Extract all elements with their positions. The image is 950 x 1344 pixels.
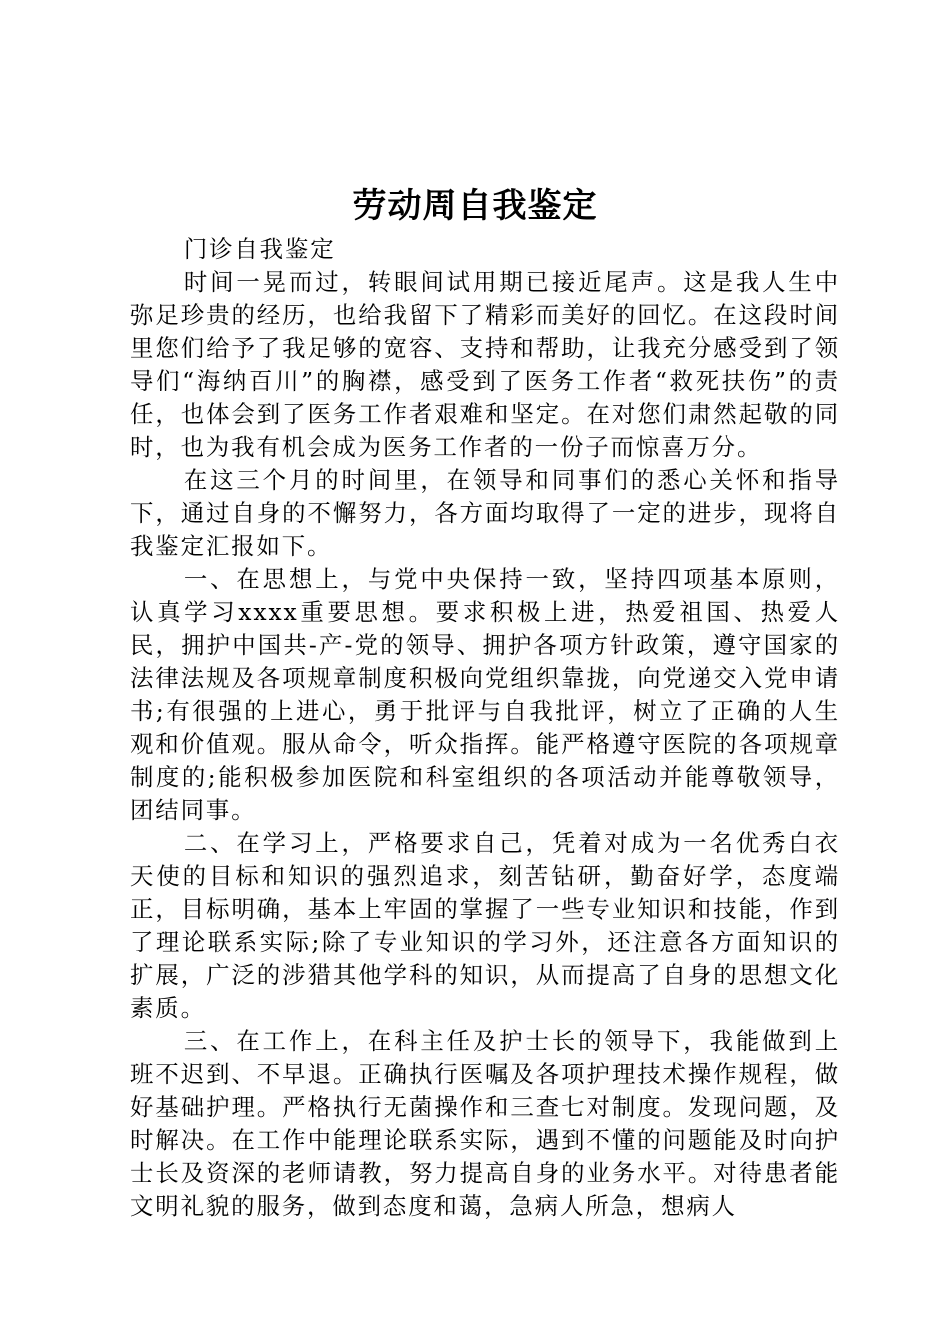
document-body <box>130 233 840 1223</box>
paragraph: 时间一晃而过，转眼间试用期已接近尾声。这是我人生中弥足珍贵的经历，也给我留下了精彩而美好的回忆。在这段时间里您们给予了我足够的宽容、支持和帮助，让我充分感受到了领导们“海纳百川”的胸襟，感受到了医务工作者“救死扶伤”的责任，也体会到了医务工作者艰难和坚定。在对您们肃然起敬的同时，也为我有机会成为医务工作者的一份子而惊喜万分。 <box>130 268 840 461</box>
paragraph: 二、在学习上，严格要求自己，凭着对成为一名优秀白衣天使的目标和知识的强烈追求，刻苦钻研，勤奋好学，态度端正，目标明确，基本上牢固的掌握了一些专业知识和技能，作到了理论联系实际;除了专业知识的学习外，还注意各方面知识的扩展，广泛的涉猎其他学科的知识，从而提高了自身的思想文化素质。 <box>130 829 840 1022</box>
paragraph: 一、在思想上，与党中央保持一致，坚持四项基本原则，认真学习xxxx重要思想。要求积极上进，热爱祖国、热爱人民，拥护中国共-产-党的领导、拥护各项方针政策，遵守国家的法律法规及各项规章制度积极向党组织靠拢，向党递交入党申请书;有很强的上进心，勇于批评与自我批评，树立了正确的人生观和价值观。服从命令，听众指挥。能严格遵守医院的各项规章制度的;能积极参加医院和科室组织的各项活动并能尊敬领导，团结同事。 <box>130 565 840 824</box>
paragraph: 在这三个月的时间里，在领导和同事们的悉心关怀和指导下，通过自身的不懈努力，各方面均取得了一定的进步，现将自我鉴定汇报如下。 <box>130 466 840 560</box>
document-subtitle: 门诊自我鉴定 <box>183 235 336 263</box>
paragraph: 三、在工作上，在科主任及护士长的领导下，我能做到上班不迟到、不早退。正确执行医嘱及各项护理技术操作规程，做好基础护理。严格执行无菌操作和三查七对制度。发现问题，及时解决。在工作中能理论联系实际，遇到不懂的问题能及时向护士长及资深的老师请教，努力提高自身的业务水平。对待患者能文明礼貌的服务，做到态度和蔼，急病人所急，想病人 <box>130 1027 840 1220</box>
page-title: 劳动周自我鉴定 <box>352 186 598 226</box>
